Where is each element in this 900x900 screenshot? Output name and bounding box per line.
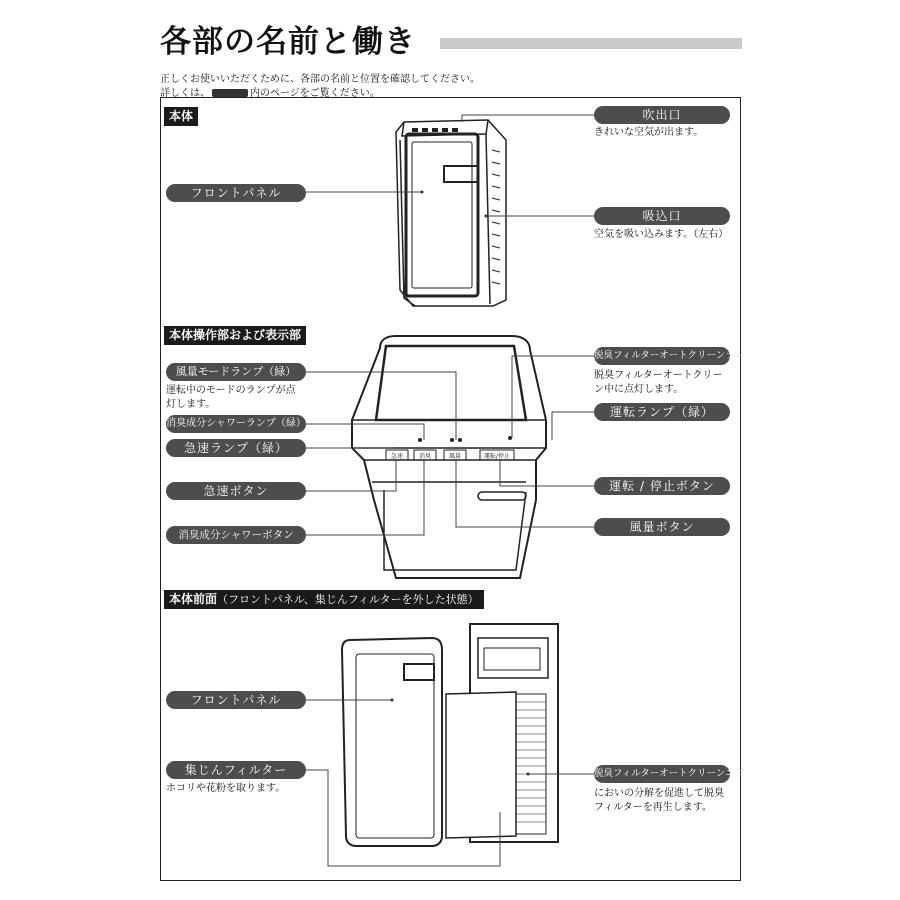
section-heading-front-main: 本体前面 [169, 592, 218, 606]
label-dust-filter: 集じんフィルター [166, 761, 306, 779]
label-deodor-auto-clean-lamp: 脱臭フィルターオートクリーンランプ（橙） [594, 347, 730, 365]
section-heading-front [164, 590, 484, 609]
label-outlet: 吹出口 [594, 106, 730, 124]
desc-airflow-mode-lamp-2: 灯します。 [166, 399, 216, 410]
label-front-panel-front: フロントパネル [166, 691, 306, 709]
label-rapid-button: 急速ボタン [166, 482, 306, 500]
front-panel-illustration [342, 638, 442, 846]
intro-suffix: 内のページをご覧ください。 [250, 88, 380, 99]
panel-caption-airflow: 風量 [448, 453, 461, 460]
desc-deodor-auto-clean-lamp-1: 脱臭フィルターオートクリー [594, 370, 723, 381]
label-inlet: 吸込口 [594, 207, 730, 225]
label-front-panel-main: フロントパネル [166, 184, 306, 202]
desc-auto-clean-unit-1: においの分解を促進して脱臭 [594, 788, 724, 799]
section-heading-main: 本体 [164, 107, 198, 126]
dust-filter-illustration [446, 692, 516, 838]
label-shower-button: 消臭成分シャワーボタン [166, 526, 306, 544]
panel-caption-power: 運転/停止 [483, 453, 511, 460]
section-heading-front-sub: （フロントパネル、集じんフィルターを外した状態） [217, 593, 479, 606]
label-shower-lamp: 消臭成分シャワーランプ（緑） [166, 415, 306, 433]
page-title: 各部の名前と働き [160, 24, 416, 60]
panel-caption-shower: 消臭 [418, 453, 431, 460]
label-rapid-lamp: 急速ランプ（緑） [166, 439, 306, 457]
label-operation-lamp: 運転ランプ（緑） [594, 403, 730, 421]
desc-airflow-mode-lamp-1: 運転中のモードのランプが点 [166, 385, 296, 396]
desc-deodor-auto-clean-lamp-2: ン中に点灯します。 [594, 384, 684, 395]
intro-text-line-1: 正しくお使いいただくために、各部の名前と位置を確認してください。 [160, 74, 480, 85]
label-airflow-mode-lamp: 風量モードランプ（緑） [166, 363, 306, 381]
desc-inlet: 空気を吸い込みます。（左右） [594, 229, 729, 240]
desc-dust-filter: ホコリや花粉を取ります。 [166, 783, 286, 794]
desc-auto-clean-unit-2: フィルターを再生します。 [594, 802, 712, 813]
label-airflow-button: 風量ボタン [594, 518, 730, 536]
section-heading-controls: 本体操作部および表示部 [164, 326, 306, 345]
purifier-body-illustration [396, 120, 506, 306]
panel-caption-rapid: 急速 [390, 453, 403, 460]
label-power-button: 運転 / 停止ボタン [594, 477, 730, 495]
intro-prefix: 詳しくは、 [160, 88, 210, 99]
desc-outlet: きれいな空気が出ます。 [594, 127, 704, 138]
label-auto-clean-unit: 脱臭フィルターオートクリーンユニット [594, 765, 730, 783]
